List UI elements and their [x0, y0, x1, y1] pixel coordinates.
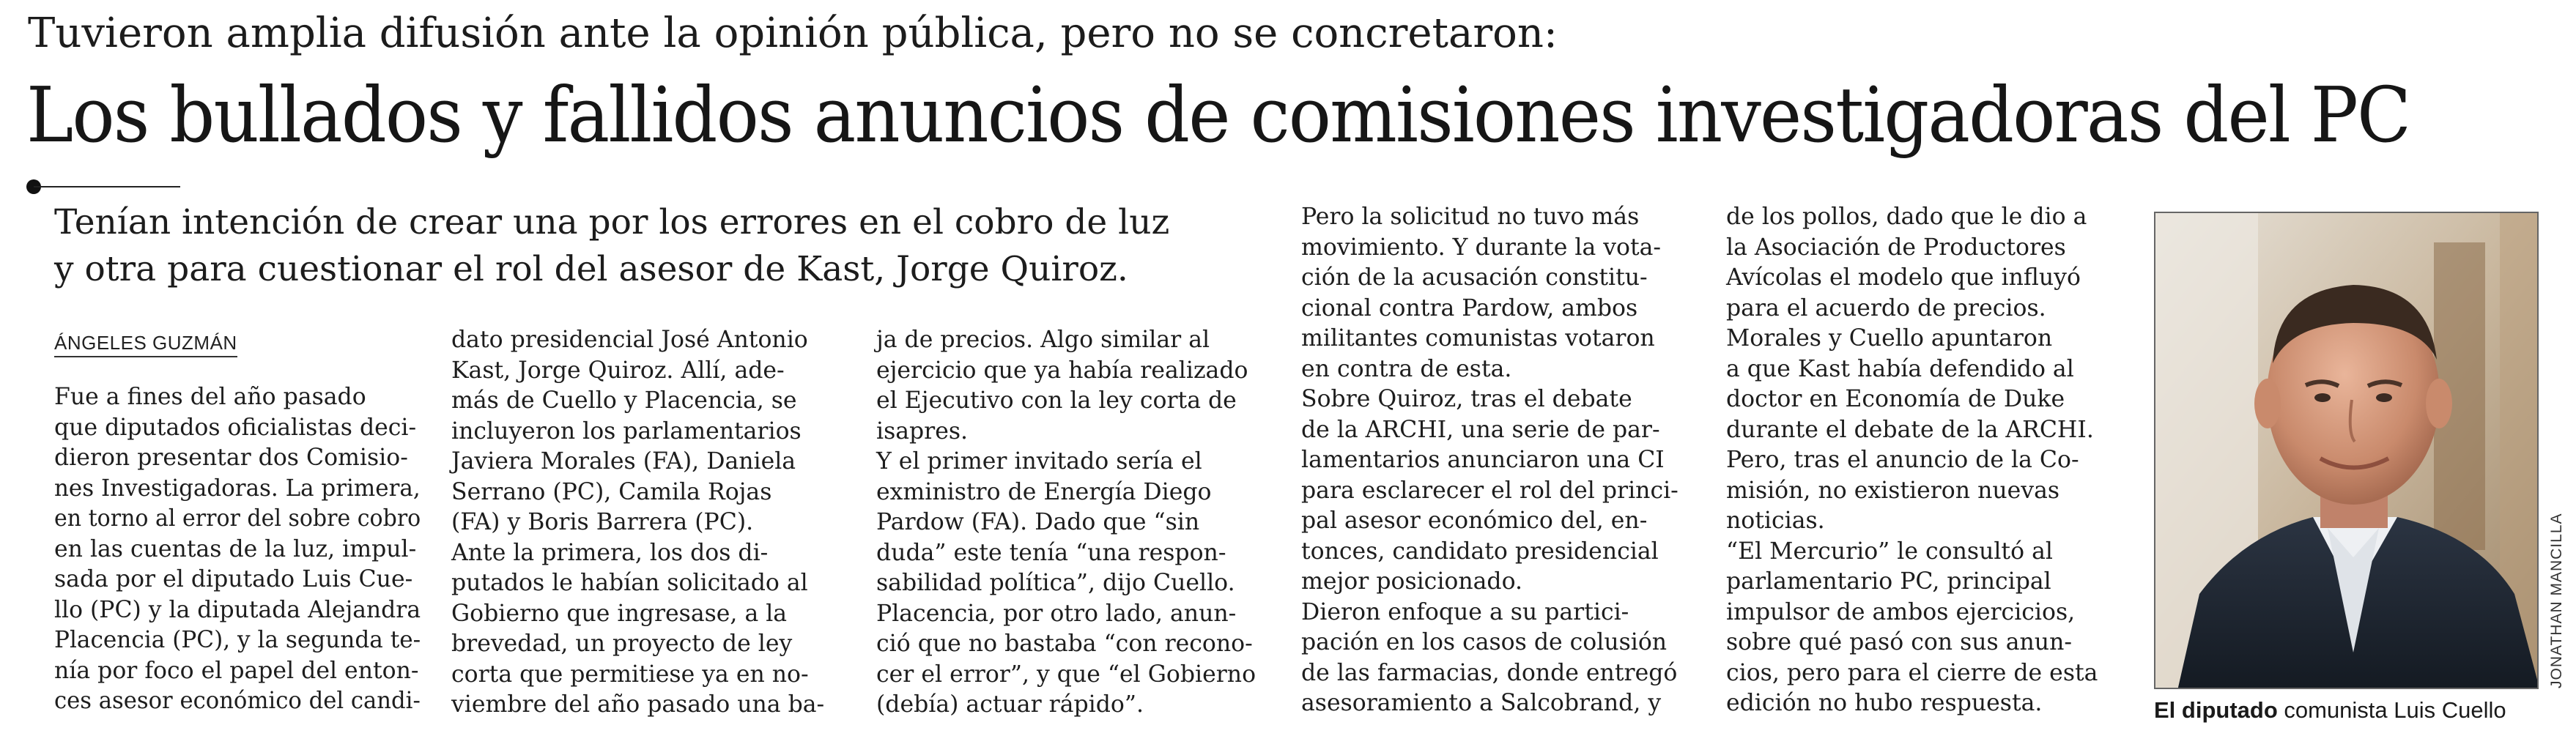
- deck-line: y otra para cuestionar el rol del asesor de Kast, Jorge Quiroz.: [54, 249, 1128, 289]
- deck-line: Tenían intención de crear una por los errores en el cobro de luz: [54, 202, 1170, 242]
- column-2: [451, 325, 847, 721]
- column-line: ción de la acusación constitu-: [1301, 264, 1648, 291]
- column-line: sobre qué pasó con sus anun-: [1726, 629, 2073, 655]
- column-line: (debía) actuar rápido”.: [876, 691, 1144, 718]
- column-line: Morales y Cuello apuntaron: [1726, 325, 2053, 352]
- rule-line: [34, 186, 180, 187]
- column-line: Ante la primera, los dos di-: [451, 539, 769, 566]
- column-line: dato presidencial José Antonio: [451, 327, 808, 353]
- column-line: ejercicio que ya había realizado: [876, 357, 1248, 384]
- column-line: nes Investigadoras. La primera,: [54, 475, 421, 502]
- column-line: isapres.: [876, 417, 969, 445]
- column-line: impulsor de ambos ejercicios,: [1726, 598, 2076, 625]
- photo-credit: JONATHAN MANCILLA: [2548, 513, 2565, 688]
- column-line: pación en los casos de colusión: [1301, 629, 1668, 655]
- column-line: Gobierno que ingresase, a la: [451, 600, 788, 627]
- byline: ÁNGELES GUZMÁN: [54, 331, 237, 357]
- caption-bold: El diputado: [2154, 697, 2278, 723]
- column-line: Dieron enfoque a su partici-: [1301, 598, 1629, 625]
- portrait-photo: [2154, 212, 2539, 689]
- column-line: noticias.: [1726, 508, 1825, 534]
- headline: Los bullados y fallidos anuncios de comisiones investigadoras del PC: [26, 70, 2410, 160]
- column-line: cer el error”, y que “el Gobierno: [876, 661, 1256, 688]
- photo-caption: [2154, 696, 2564, 725]
- column-line: Placencia, por otro lado, anun-: [876, 600, 1237, 627]
- column-line: misión, no existieron nuevas: [1726, 477, 2060, 504]
- column-line: en contra de esta.: [1301, 355, 1512, 382]
- column-line: (FA) y Boris Barrera (PC).: [451, 509, 754, 535]
- column-line: corta que permitiese ya en no-: [451, 661, 809, 688]
- column-line: edición no hubo respuesta.: [1726, 690, 2043, 716]
- column-1: [54, 382, 421, 717]
- kicker: Tuvieron amplia difusión ante la opinión pública, pero no se concretaron:: [28, 10, 1558, 57]
- column-line: mejor posicionado.: [1301, 568, 1523, 595]
- column-line: más de Cuello y Placencia, se: [451, 387, 797, 414]
- column-line: nía por foco el papel del enton-: [54, 657, 419, 684]
- column-line: Placencia (PC), y la segunda te-: [54, 627, 421, 653]
- column-line: para esclarecer el rol del princi-: [1301, 477, 1679, 504]
- column-line: la Asociación de Productores: [1726, 234, 2066, 261]
- column-line: de los pollos, dado que le dio a: [1726, 204, 2087, 230]
- column-line: brevedad, un proyecto de ley: [451, 631, 793, 657]
- portrait-image: [2155, 213, 2539, 689]
- column-line: Serrano (PC), Camila Rojas: [451, 478, 772, 505]
- deck: [54, 199, 1285, 293]
- column-line: ció que no bastaba “con recono-: [876, 631, 1253, 657]
- column-line: de las farmacias, donde entregó: [1301, 659, 1678, 686]
- column-line: militantes comunistas votaron: [1301, 325, 1655, 352]
- column-line: Sobre Quiroz, tras el debate: [1301, 386, 1632, 412]
- column-line: Javiera Morales (FA), Daniela: [451, 448, 796, 475]
- column-line: a que Kast había defendido al: [1726, 355, 2074, 382]
- column-line: exministro de Energía Diego: [876, 478, 1212, 505]
- column-line: para el acuerdo de precios.: [1726, 294, 2046, 322]
- column-line: pal asesor económico del, en-: [1301, 508, 1648, 534]
- column-line: lamentarios anunciaron una CI: [1301, 447, 1665, 473]
- column-5: [1726, 202, 2136, 719]
- column-line: Avícolas el modelo que influyó: [1726, 264, 2081, 291]
- column-line: Y el primer invitado sería el: [876, 448, 1202, 475]
- column-line: dieron presentar dos Comisio-: [54, 445, 408, 471]
- column-line: asesoramiento a Salcobrand, y: [1301, 690, 1662, 716]
- column-line: parlamentario PC, principal: [1726, 568, 2051, 595]
- column-line: sabilidad política”, dijo Cuello.: [876, 570, 1235, 596]
- column-line: ja de precios. Algo similar al: [876, 327, 1210, 353]
- column-line: Kast, Jorge Quiroz. Allí, ade-: [451, 357, 785, 384]
- column-line: cional contra Pardow, ambos: [1301, 294, 1638, 322]
- column-line: Pero la solicitud no tuvo más: [1301, 204, 1640, 230]
- column-line: Pero, tras el anuncio de la Co-: [1726, 447, 2079, 473]
- column-line: putados le habían solicitado al: [451, 570, 808, 596]
- caption-text: comunista Luis Cuello: [2277, 697, 2506, 723]
- column-line: movimiento. Y durante la vota-: [1301, 234, 1662, 261]
- column-line: llo (PC) y la diputada Alejandra: [54, 596, 421, 623]
- column-line: durante el debate de la ARCHI.: [1726, 416, 2094, 443]
- column-line: ces asesor económico del candi-: [54, 688, 421, 714]
- column-line: Fue a fines del año pasado: [54, 384, 366, 410]
- column-line: en las cuentas de la luz, impul-: [54, 535, 417, 562]
- column-line: que diputados oficialistas deci-: [54, 414, 417, 441]
- column-line: viembre del año pasado una ba-: [451, 691, 825, 718]
- column-4: [1301, 202, 1711, 719]
- column-line: duda” este tenía “una respon-: [876, 539, 1226, 566]
- column-line: sada por el diputado Luis Cue-: [54, 566, 413, 592]
- column-line: cios, pero para el cierre de esta: [1726, 659, 2098, 686]
- column-line: tonces, candidato presidencial: [1301, 538, 1659, 565]
- column-3: [876, 325, 1272, 721]
- column-line: Pardow (FA). Dado que “sin: [876, 509, 1200, 535]
- column-line: en torno al error del sobre cobro: [54, 505, 421, 532]
- column-line: incluyeron los parlamentarios: [451, 417, 802, 445]
- column-line: doctor en Economía de Duke: [1726, 386, 2065, 412]
- column-line: de la ARCHI, una serie de par-: [1301, 416, 1660, 443]
- column-line: “El Mercurio” le consultó al: [1726, 538, 2053, 565]
- column-line: el Ejecutivo con la ley corta de: [876, 387, 1237, 414]
